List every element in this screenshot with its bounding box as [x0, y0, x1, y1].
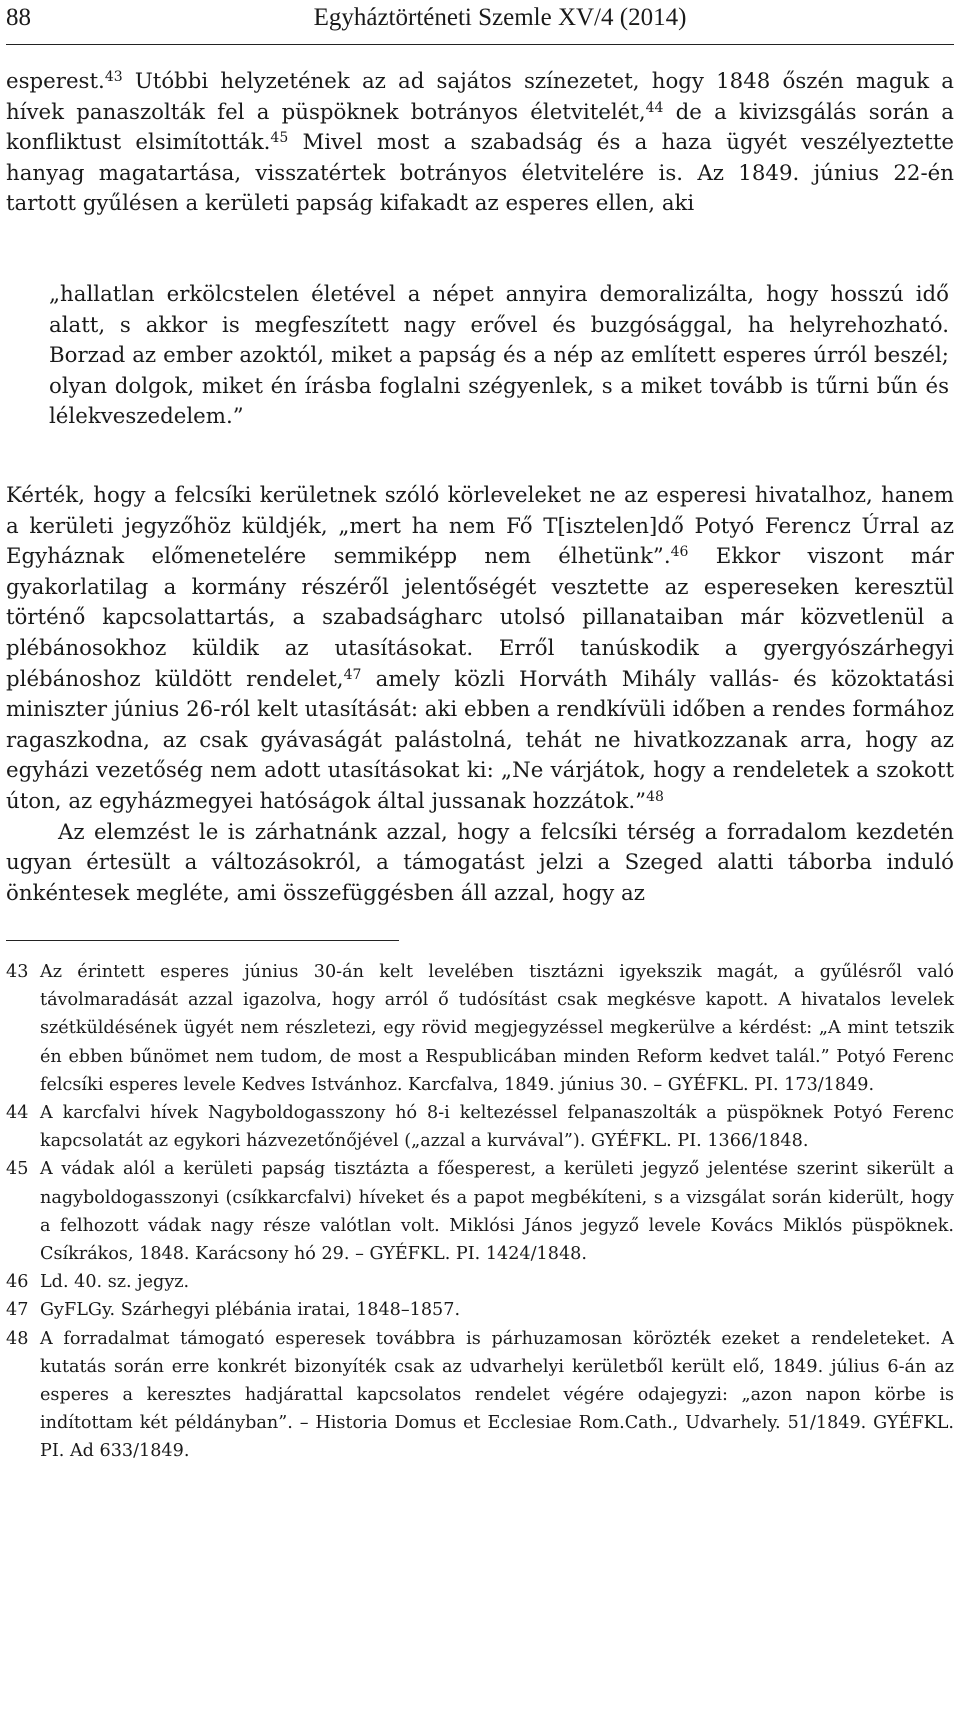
- footnote-44: [6, 1099, 954, 1155]
- footnote-number: 47: [6, 1300, 29, 1321]
- running-header: [6, 0, 954, 45]
- footnote-text: GyFLGy. Szárhegyi plébánia iratai, 1848–1857.: [40, 1300, 461, 1321]
- footnote-ref-46[interactable]: 46: [670, 544, 689, 561]
- footnote-text: A karcfalvi hívek Nagyboldogasszony hó 8-i keltezéssel felpanaszolták a püspöknek Potyó Ferenc kapcsolatát az egykori házvezetőnőjével („azzal a kurvával”). GYÉFKL. PI. 1366/1848.: [40, 1103, 954, 1152]
- footnotes: [6, 958, 954, 1466]
- paragraph-2-text-a: Kérték, hogy a felcsíki kerületnek szóló körleveleket ne az esperesi hivatalhoz, hanem a kerületi jegyzőhöz küldjék, „mert ha nem Fő T[isztelen]dő Potyó Ferencz Úrral az Egyháznak előmenetelére semmiképp nem élhetünk”.: [6, 483, 954, 570]
- paragraph-2-text-c: amely közli Horváth Mihály vallás- és közoktatási miniszter június 26-ról kelt utasítását: aki ebben a rendkívüli időben a rendes formához ragaszkodna, az csak gyávaságát palástolná, tehát ne hivatkozzanak arra, hogy az egyházi vezetőség nem adott utasításokat ki: „Ne várjátok, hogy a rendeletek a szokott úton, az egyházmegyei hatóságok által jussanak hozzátok.”: [6, 666, 955, 814]
- paragraph-3: Az elemzést le is zárhatnánk azzal, hogy a felcsíki térség a forradalom kezdetén ugyan értesült a változásokról, a támogatást jelzi a Szeged alatti táborba induló önkéntesek megléte, ami összefüggésben áll azzal, hogy az: [6, 819, 954, 906]
- paragraph-1-text-a: esperest.: [6, 69, 105, 94]
- footnote-divider: [6, 940, 399, 941]
- paragraph-2: [6, 481, 954, 909]
- paragraph-1: [6, 67, 954, 220]
- footnote-number: 46: [6, 1272, 29, 1293]
- footnote-number: 43: [6, 962, 29, 982]
- paragraph-1-text-d: Mivel most a szabadság és a haza ügyét veszélyeztette hanyag magatartása, visszatértek botrányos életvitelére is. Az 1849. június 22-én tartott gyűlésen a kerületi papság kifakadt az esperes ellen, aki: [6, 130, 954, 217]
- block-quote-text: „hallatlan erkölcstelen életével a népet annyira demoralizálta, hogy hosszú idő alatt, s akkor is megfeszített nagy erővel és buzgósággal, ha helyrehozható. Borzad az ember azoktól, miket a papság és a nép az említett esperes úrról beszél; olyan dolgok, miket én írásba foglalni szégyenlek, s a miket tovább is tűrni bűn és lélekveszedelem.”: [49, 282, 949, 430]
- footnote-ref-48[interactable]: 48: [646, 788, 664, 805]
- footnote-text: A forradalmat támogató esperesek továbbra is párhuzamosan körözték ezeket a rendeleteket. A kutatás során erre konkrét bizonyíték csak az udvarhelyi kerületből került elő, 1849. július 6-án az esperes a keresztes hadjárattal kapcsolatos rendelet végére odajegyzi: „azon napon körbe is indítottam két példányban”. – Historia Domus et Ecclesiae Rom.Cath., Udvarhely. 51/1849. GYÉFKL. PI. Ad 633/1849.: [40, 1328, 954, 1462]
- footnote-text: A vádak alól a kerületi papság tisztázta a főesperest, a kerületi jegyző jelentése szerint sikerült a nagyboldogasszonyi (csíkkarcfalvi) híveket és a papot megbékíteni, s a vizsgálat során kiderült, hogy a felhozott vádak nagy része valótlan volt. Miklósi János jegyző levele Kovács Miklós püspöknek. Csíkrákos, 1848. Karácsony hó 29. – GYÉFKL. PI. 1424/1848.: [40, 1159, 954, 1265]
- footnote-43: [6, 958, 954, 1099]
- footnote-number: 45: [6, 1159, 29, 1180]
- page-number: 88: [6, 4, 31, 31]
- footnote-number: 48: [6, 1328, 29, 1349]
- paragraph-1-text-c: de a kivizsgálás során a konfliktust elsimították.: [6, 99, 954, 156]
- footnote-ref-43[interactable]: 43: [104, 69, 123, 85]
- footnote-46: [6, 1268, 954, 1296]
- footnote-45: [6, 1155, 954, 1268]
- footnote-ref-44[interactable]: 44: [645, 99, 664, 116]
- block-quote: [49, 280, 949, 433]
- journal-title: Egyháztörténeti Szemle XV/4 (2014): [313, 4, 687, 31]
- footnote-text: Ld. 40. sz. jegyz.: [40, 1272, 190, 1293]
- footnote-number: 44: [6, 1103, 29, 1124]
- footnote-text: Az érintett esperes június 30-án kelt levelében tisztázni igyekszik magát, a gyűlésről való távolmaradását azzal igazolva, hogy arról ő tudósítást csak megkésve kapott. A hivatalos levelek szétküldésének ügyét nem részletezi, egy rövid megjegyzéssel megkerülve a kérdést: „A mint tetszik én ebben bűnömet nem tudom, de most a Respublicában minden Reform kedvet talál.” Potyó Ferenc felcsíki esperes levele Kedves Istvánhoz. Karcfalva, 1849. június 30. – GYÉFKL. PI. 173/1849.: [40, 962, 954, 1095]
- paragraph-2-text-b: Ekkor viszont már gyakorlatilag a kormány részéről jelentőségét vesztette az espereseken keresztül történő kapcsolattartás, a szabadságharc utolsó pillanataiban már közvetlenül a plébánosokhoz küldik az utasításokat. Erről tanúskodik a gyergyószárhegyi plébánoshoz küldött rendelet,: [6, 544, 954, 692]
- footnote-ref-47[interactable]: 47: [343, 666, 362, 683]
- footnote-ref-45[interactable]: 45: [270, 130, 289, 147]
- paragraph-1-text-b: Utóbbi helyzetének az ad sajátos színezetet, hogy 1848 őszén maguk a hívek panaszolták fel a püspöknek botrányos életvitelét,: [6, 69, 954, 125]
- footnote-47: [6, 1296, 954, 1324]
- footnote-48: [6, 1325, 954, 1466]
